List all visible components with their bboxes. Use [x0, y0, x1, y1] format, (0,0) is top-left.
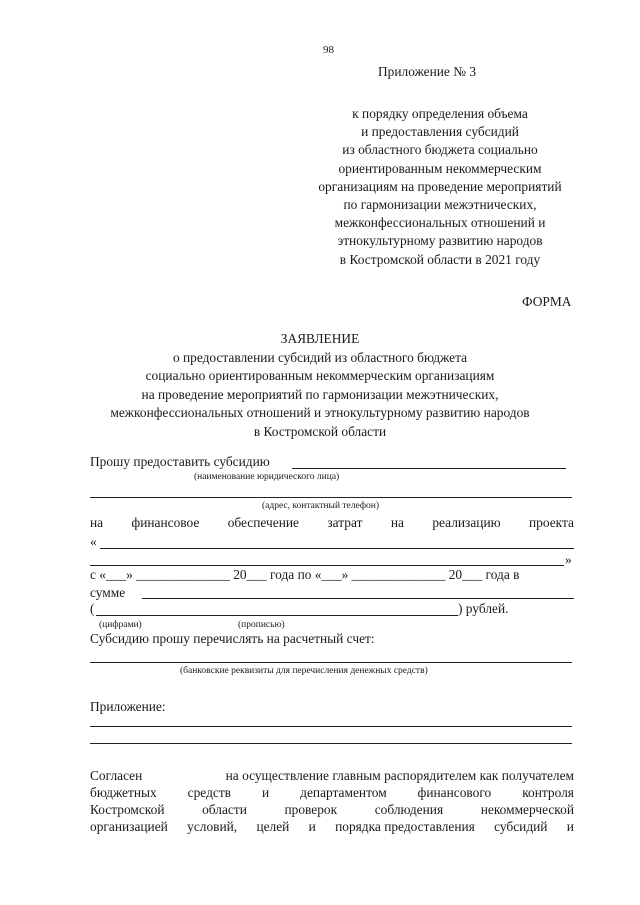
- consent-word: условий,: [187, 819, 238, 834]
- caption-words: (прописью): [238, 620, 285, 630]
- page-number: 98: [323, 44, 334, 56]
- project-name-field-2[interactable]: [90, 565, 564, 566]
- caption-address: (адрес, контактный телефон): [262, 501, 379, 511]
- appendix-line: этнокультурному развитию народов: [337, 233, 543, 249]
- funding-word: затрат: [327, 515, 363, 530]
- rubles-text: ) рублей.: [458, 601, 509, 616]
- consent-word: и: [308, 819, 316, 834]
- sum-words-field[interactable]: [96, 615, 458, 616]
- funding-word: проекта: [529, 515, 574, 530]
- funding-word: реализацию: [432, 515, 501, 530]
- request-text: Прошу предоставить субсидию: [90, 454, 270, 469]
- form-label: ФОРМА: [522, 294, 572, 309]
- consent-word: некоммерческой: [480, 802, 574, 817]
- funding-word: финансовое: [131, 515, 200, 530]
- attachment-field[interactable]: [90, 726, 572, 727]
- attachment-label: Приложение:: [90, 699, 166, 714]
- appendix-line: межконфессиональных отношений и: [334, 215, 546, 231]
- statement-line: на проведение мероприятий по гармонизации межэтнических,: [141, 386, 499, 402]
- appendix-line: организациям на проведение мероприятий: [318, 178, 562, 194]
- consent-word: и: [262, 785, 270, 800]
- statement-line: межконфессиональных отношений и этнокультурному развитию народов: [110, 405, 530, 420]
- consent-line: [90, 802, 574, 818]
- account-text: Субсидию прошу перечислять на расчетный счет:: [90, 631, 375, 646]
- appendix-title: Приложение № 3: [378, 64, 477, 79]
- statement-line: о предоставлении субсидий из областного бюджета: [172, 349, 468, 365]
- appendix-line: в Костромской области в 2021 году: [339, 251, 541, 267]
- caption-bank: (банковские реквизиты для перечисления денежных средств): [180, 666, 428, 676]
- period-line[interactable]: с «___» ______________ 20___ года по «___» ______________ 20___ года в: [90, 567, 520, 582]
- consent-word: проверок: [284, 802, 338, 817]
- consent-word: области: [202, 802, 247, 817]
- sum-label: сумме: [90, 585, 126, 600]
- appendix-line: к порядку определения объема: [352, 106, 528, 121]
- funding-word: обеспечение: [227, 515, 299, 530]
- statement-line: социально ориентированным некоммерческим организациям: [145, 368, 495, 383]
- consent-word: на осуществление главным распорядителем как получателем: [225, 768, 574, 783]
- consent-word: порядка предоставления: [335, 819, 475, 834]
- consent-word: департаментом: [300, 785, 387, 800]
- consent-word: средств: [187, 785, 232, 800]
- consent-word: контроля: [522, 785, 574, 800]
- consent-line: [90, 785, 574, 801]
- close-quote: »: [565, 552, 572, 567]
- org-name-field[interactable]: [292, 468, 566, 469]
- funding-line: [90, 515, 574, 531]
- statement-line: в Костромской области: [253, 423, 387, 439]
- funding-word: на: [90, 515, 104, 530]
- paren-open: (: [90, 601, 95, 616]
- consent-word: целей: [256, 819, 290, 834]
- funding-word: на: [390, 515, 404, 530]
- consent-word: финансового: [417, 785, 492, 800]
- caption-digits: (цифрами): [99, 620, 142, 630]
- consent-line: [90, 819, 574, 835]
- appendix-line: по гармонизации межэтнических,: [343, 197, 537, 213]
- address-field[interactable]: [90, 497, 572, 498]
- consent-word: и: [566, 819, 574, 834]
- consent-line: [90, 768, 574, 784]
- appendix-line: и предоставления субсидий: [361, 124, 519, 140]
- caption-org: (наименование юридического лица): [194, 472, 340, 482]
- consent-word: соблюдения: [374, 802, 444, 817]
- consent-word: организацией: [90, 819, 168, 834]
- consent-word: Согласен: [90, 768, 143, 783]
- statement-title: ЗАЯВЛЕНИЕ: [280, 331, 360, 346]
- consent-word: Костромской: [90, 802, 165, 817]
- open-quote: «: [90, 534, 97, 549]
- attachment-field-2[interactable]: [90, 743, 572, 744]
- appendix-block: [298, 105, 582, 269]
- appendix-line: из областного бюджета социально: [342, 142, 538, 158]
- appendix-line: ориентированным некоммерческим: [338, 160, 542, 176]
- statement-block: [60, 330, 580, 441]
- project-name-field[interactable]: [100, 548, 574, 549]
- sum-field[interactable]: [142, 598, 574, 599]
- consent-word: субсидий: [494, 819, 548, 834]
- bank-details-field[interactable]: [90, 662, 572, 663]
- consent-word: бюджетных: [90, 785, 157, 800]
